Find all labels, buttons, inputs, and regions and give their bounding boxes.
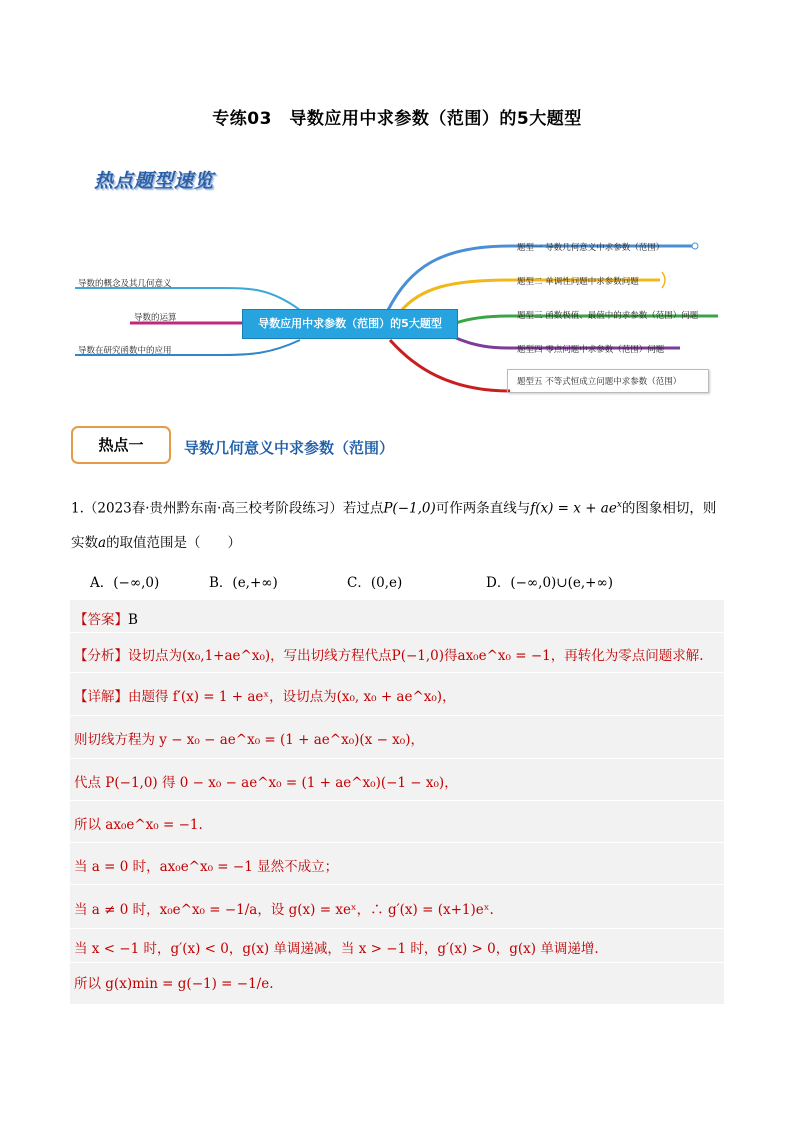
- function-exponent: x: [616, 500, 622, 510]
- option-c[interactable]: [347, 571, 402, 591]
- question-stem-line1: [71, 495, 731, 519]
- analysis-tag: 【分析】: [74, 648, 128, 664]
- stem-c: 的图象相切，则: [621, 500, 717, 517]
- left-branch-1: [75, 288, 300, 310]
- option-d-label: D．: [486, 575, 511, 591]
- mindmap-center-node: 导数应用中求参数（范围）的5大题型: [242, 309, 458, 339]
- option-a-value: (−∞,0): [113, 575, 160, 591]
- detail-line-4: 所以 ax₀e^x₀ = −1.: [74, 817, 203, 833]
- option-d[interactable]: [486, 571, 613, 591]
- question-source: （2023春·贵州黔东南·高三校考阶段练习）: [83, 500, 343, 517]
- option-b-label: B．: [209, 575, 233, 591]
- stem-d: 实数: [71, 535, 98, 551]
- mindmap-left-3: 导数在研究函数中的应用: [78, 346, 172, 356]
- detail-line-5: 当 a = 0 时，ax₀e^x₀ = −1 显然不成立；: [74, 859, 339, 875]
- branch-1-node: [692, 243, 698, 249]
- answer-line: [74, 608, 138, 628]
- option-a[interactable]: [90, 571, 159, 591]
- hotspot-title: 导数几何意义中求参数（范围）: [184, 439, 395, 457]
- question-stem-line2: [71, 533, 731, 553]
- mindmap-left-2: 导数的运算: [134, 313, 177, 323]
- detail-line-3: 代点 P(−1,0) 得 0 − x₀ − ae^x₀ = (1 + ae^x₀)(−1 − x₀)，: [74, 775, 458, 791]
- detail-line-1: [74, 685, 456, 705]
- detail-line-7: 当 x < −1 时，g′(x) < 0，g(x) 单调递减，当 x > −1 时，g′(x) > 0，g(x) 单调递增.: [74, 941, 599, 957]
- option-c-value: (0,e): [370, 575, 403, 591]
- mindmap-right-4: 题型四 零点问题中求参数（范围）问题: [517, 345, 665, 355]
- analysis-line: [74, 644, 704, 664]
- stem-b: 可作两条直线与: [435, 500, 531, 517]
- answer-tag: 【答案】: [74, 612, 128, 628]
- answer-block: [70, 600, 724, 1004]
- answer-value: B: [128, 612, 138, 628]
- mindmap-left-1: 导数的概念及其几何意义: [78, 279, 172, 289]
- option-b-value: (e,+∞): [232, 575, 278, 591]
- detail-text-1: 由题得 f′(x) = 1 + aeˣ，设切点为(x₀, x₀ + ae^x₀)，: [128, 689, 456, 705]
- question-number: 1.: [71, 500, 84, 517]
- detail-line-2: 则切线方程为 y − x₀ − ae^x₀ = (1 + ae^x₀)(x − x₀)，: [74, 732, 424, 748]
- page-title: 专练03 导数应用中求参数（范围）的5大题型: [212, 109, 582, 129]
- detail-line-6: 当 a ≠ 0 时，x₀e^x₀ = −1/a，设 g(x) = xeˣ，∴ g′(x) = (x+1)eˣ.: [74, 902, 494, 918]
- mindmap-right-1: 题型一 导数几何意义中求参数（范围）: [517, 243, 665, 253]
- option-c-label: C．: [347, 575, 371, 591]
- branch-2-brace: [662, 272, 665, 288]
- option-a-label: A．: [90, 575, 114, 591]
- detail-tag: 【详解】: [74, 689, 128, 705]
- section-banner: 热点题型速览: [94, 170, 215, 192]
- var-a: a: [98, 535, 107, 551]
- mindmap-right-5: 题型五 不等式恒成立问题中求参数（范围）: [517, 377, 682, 387]
- hotspot-badge: 热点一: [71, 426, 171, 464]
- option-b[interactable]: [209, 571, 278, 591]
- mindmap-right-3: 题型三 函数极值、最值中的求参数（范围）问题: [517, 311, 699, 321]
- detail-line-8: 所以 g(x)min = g(−1) = −1/e.: [74, 976, 274, 992]
- analysis-text: 设切点为(x₀,1+ae^x₀)，写出切线方程代点P(−1,0)得ax₀e^x₀ = −1，再转化为零点问题求解.: [128, 648, 704, 664]
- stem-e: 的取值范围是（ ）: [106, 535, 242, 551]
- option-d-value: (−∞,0)∪(e,+∞): [510, 575, 613, 591]
- function-f: f(x) = x + ae: [530, 500, 617, 517]
- mindmap-right-2: 题型二 单调性问题中求参数问题: [517, 277, 639, 287]
- point-p: P(−1,0): [383, 500, 436, 517]
- stem-a: 若过点: [342, 500, 384, 517]
